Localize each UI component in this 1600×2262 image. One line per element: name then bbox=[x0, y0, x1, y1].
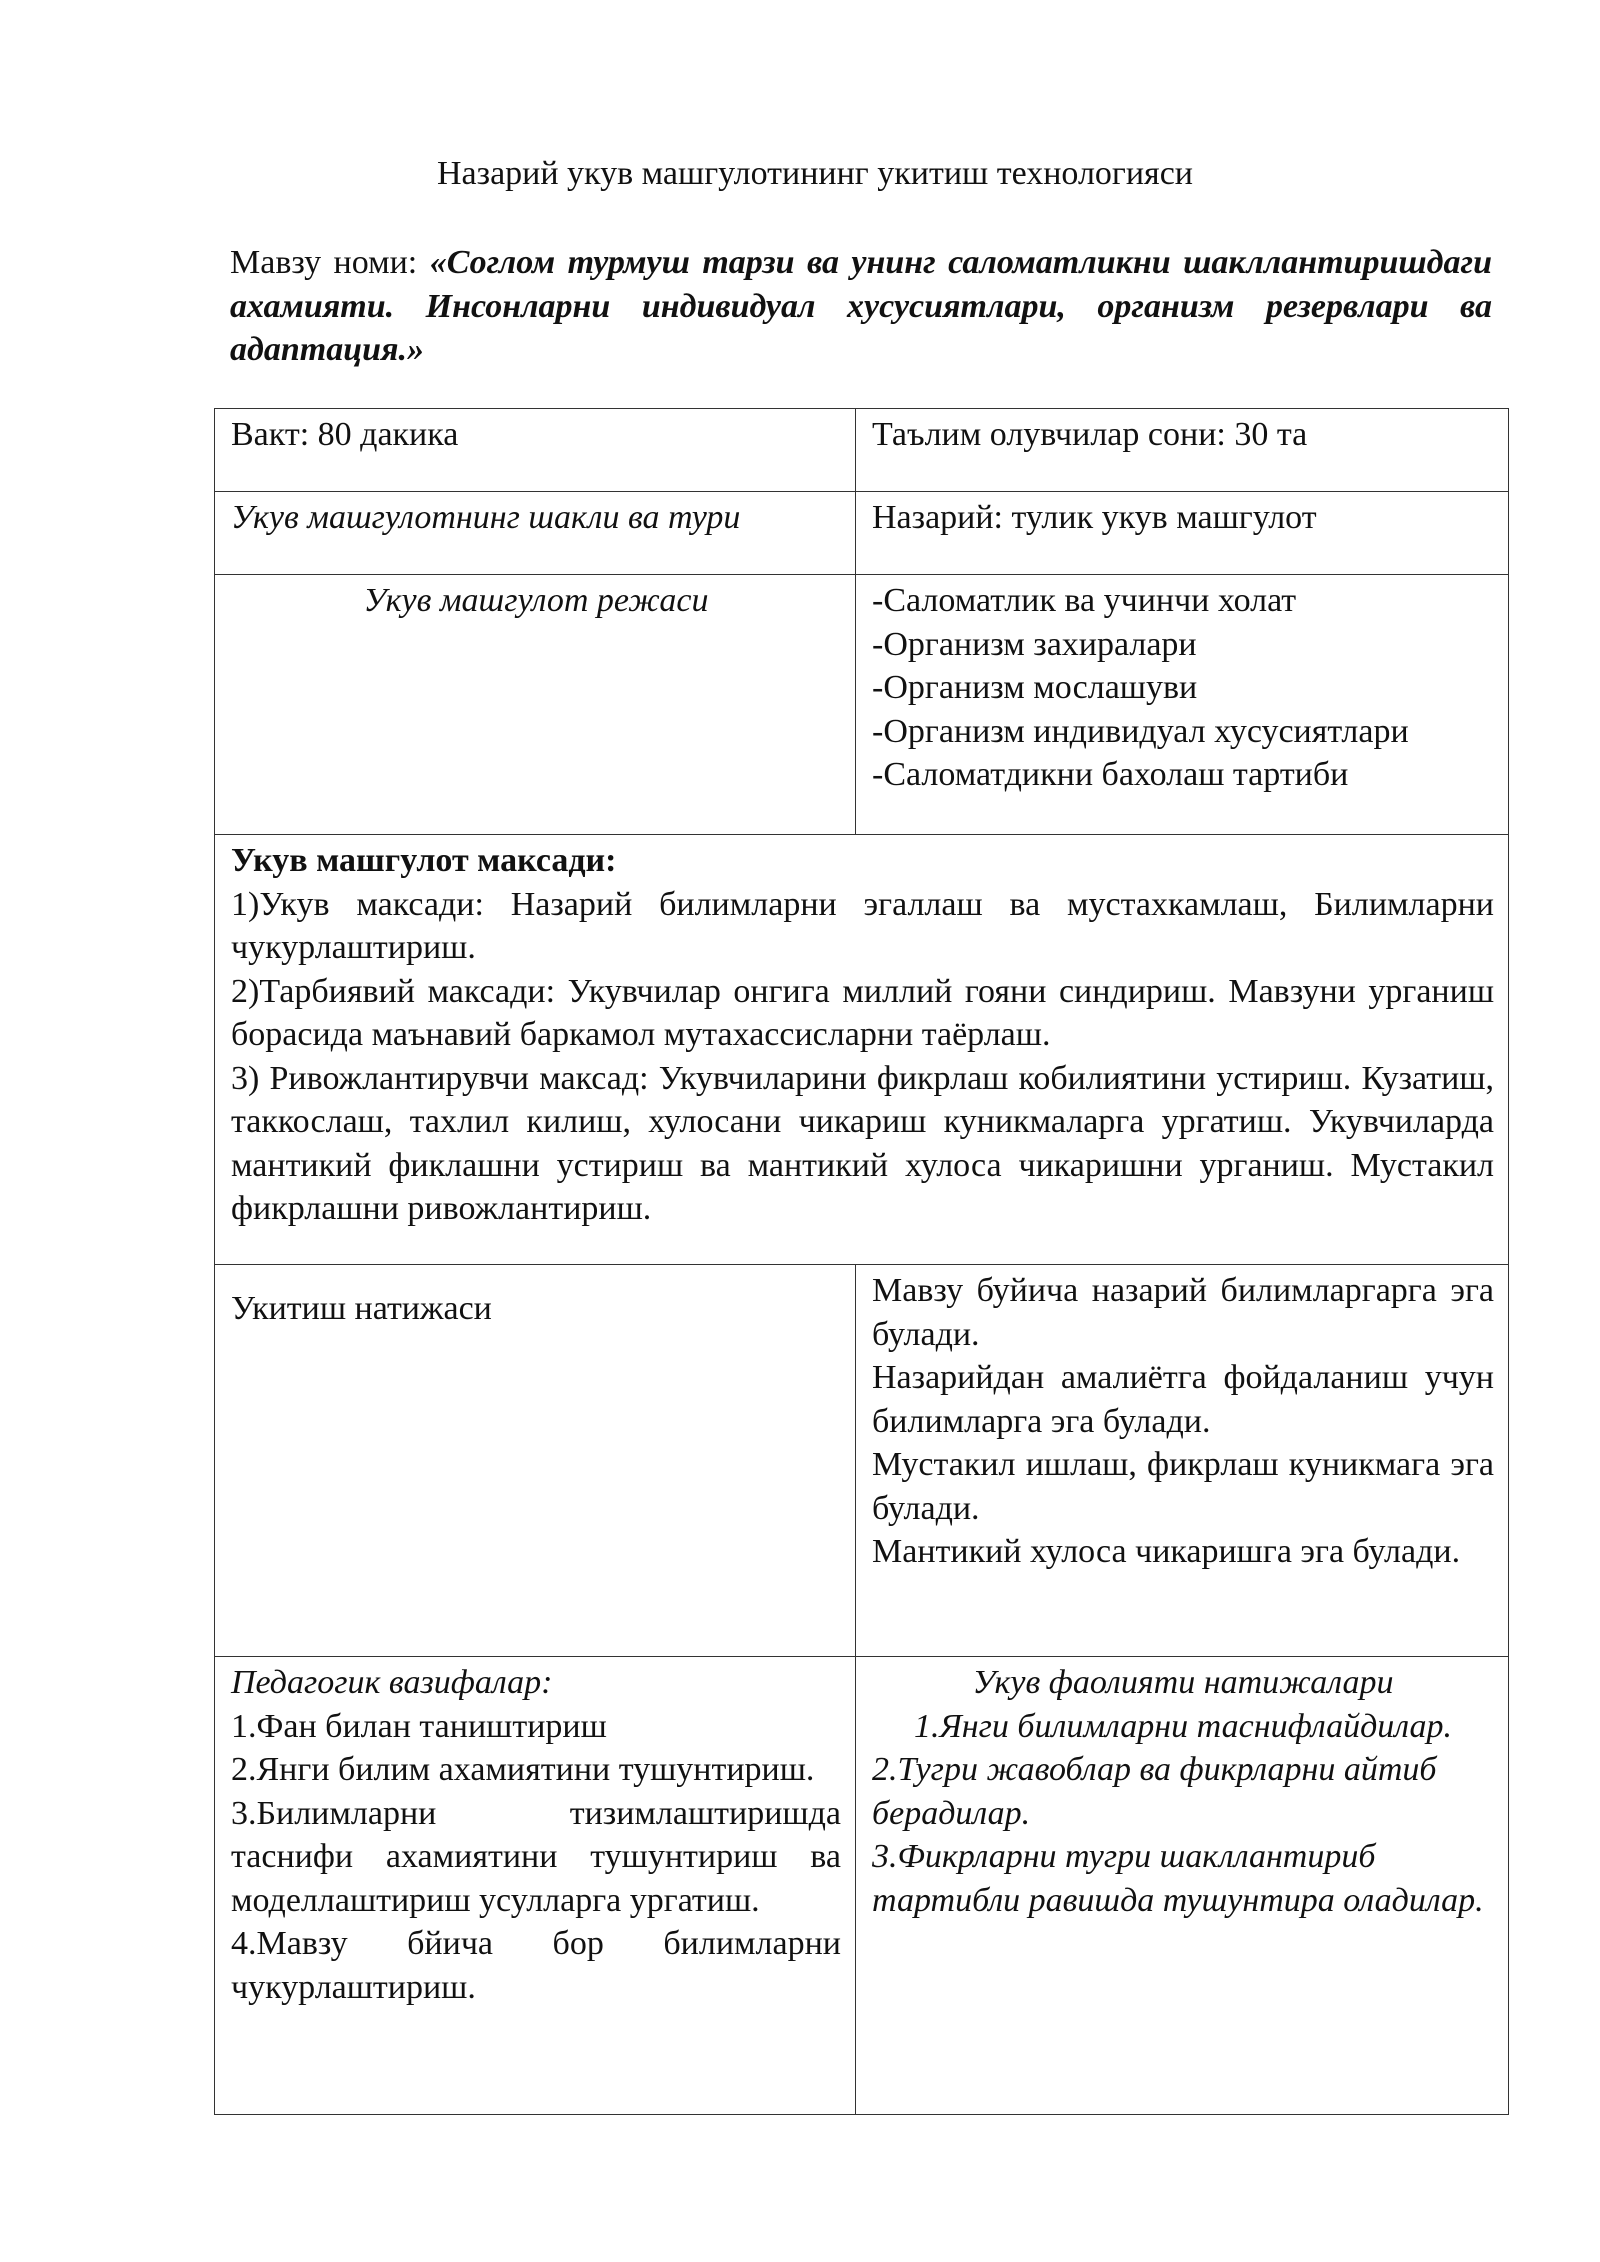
plan-item: -Организм захиралари bbox=[872, 625, 1197, 663]
table-row bbox=[215, 409, 1509, 492]
plan-item: -Организм индивидуал хусусиятлари bbox=[872, 712, 1409, 750]
plan-item: -Организм мослашуви bbox=[872, 669, 1198, 706]
table-row bbox=[215, 492, 1509, 575]
result-item: Мавзу буйича назарий билимларгарга эга булади. bbox=[872, 1272, 1494, 1353]
students-cell: Таълим олувчилар сони: 30 та bbox=[856, 409, 1509, 492]
plan-label-cell: Укув машгулот режаси bbox=[215, 575, 856, 835]
form-label-cell: Укув машгулотнинг шакли ва тури bbox=[215, 492, 856, 575]
tasks-cell bbox=[215, 1657, 856, 2115]
result-item: Назарийдан амалиётга фойдаланиш учун билимларга эга булади. bbox=[872, 1359, 1494, 1440]
activity-item: 3.Фикрларни тугри шакллантириб тартибли равишда тушунтира оладилар. bbox=[872, 1838, 1484, 1919]
table-row bbox=[215, 1657, 1509, 2115]
page-title: Назарий укув машгулотининг укитиш технологияси bbox=[437, 155, 1193, 192]
topic-text: «Соглом турмуш тарзи ва унинг саломатликни шакллантиришдаги ахамияти. Инсонларни индивидуал хусусиятлари, организм резервлари ва адаптация.» bbox=[230, 244, 1493, 368]
goal-item: 3) Ривожлантирувчи максад: Укувчиларини фикрлаш кобилиятини устириш. Кузатиш, таккослаш, тахлил килиш, хулосани чикариш куникмаларга ургатиш. Укувчиларда мантикий фиклашни устириш ва мантикий хулоса чикаришни урганиш. Мустакил фикрлашни ривожлантириш. bbox=[231, 1059, 1494, 1227]
plan-item: -Саломатдикни бахолаш тартиби bbox=[872, 756, 1349, 793]
activity-cell bbox=[856, 1657, 1509, 2115]
results-items-cell bbox=[856, 1265, 1509, 1657]
lesson-plan-table bbox=[214, 408, 1509, 2115]
activity-item: 1.Янги билимларни таснифлайдилар. bbox=[913, 1707, 1453, 1745]
tasks-heading: Педагогик вазифалар: bbox=[231, 1664, 553, 1701]
goals-heading: Укув машгулот максади: bbox=[231, 842, 617, 879]
goals-cell bbox=[215, 835, 1509, 1265]
plan-item: -Саломатлик ва учинчи холат bbox=[872, 582, 1297, 619]
task-item: 3.Билимларни тизимлаштиришда таснифи ахамиятини тушунтириш ва моделлаштириш усулларга ургатиш. bbox=[231, 1794, 841, 1919]
task-item: 2.Янги билим ахамиятини тушунтириш. bbox=[231, 1751, 815, 1788]
topic-paragraph bbox=[230, 241, 1492, 372]
task-item: 4.Мавзу бйича бор билимларни чукурлаштириш. bbox=[231, 1925, 841, 2006]
result-item: Мустакил ишлаш, фикрлаш куникмага эга булади. bbox=[872, 1446, 1494, 1527]
task-item: 1.Фан билан таништириш bbox=[231, 1707, 607, 1745]
result-item: Мантикий хулоса чикаришга эга булади. bbox=[872, 1533, 1461, 1570]
goal-item: 1)Укув максади: Назарий билимларни эгаллаш ва мустахкамлаш, Билимларни чукурлаштириш. bbox=[231, 885, 1494, 966]
table-row bbox=[215, 1265, 1509, 1657]
topic-label: Мавзу номи: bbox=[230, 244, 418, 281]
results-label-cell bbox=[215, 1265, 856, 1657]
results-label: Укитиш натижаси bbox=[231, 1290, 492, 1327]
table-row bbox=[215, 835, 1509, 1265]
form-value-cell: Назарий: тулик укув машгулот bbox=[856, 492, 1509, 575]
goal-item: 2)Тарбиявий максади: Укувчилар онгига миллий гояни синдириш. Мавзуни урганиш борасида маънавий баркамол мутахассисларни таёрлаш. bbox=[231, 972, 1494, 1053]
time-cell: Вакт: 80 дакика bbox=[215, 409, 856, 492]
activity-heading: Укув фаолияти натижалари bbox=[972, 1664, 1394, 1701]
table-row bbox=[215, 575, 1509, 835]
plan-items-cell bbox=[856, 575, 1509, 835]
activity-item: 2.Тугри жавоблар ва фикрларни айтиб берадилар. bbox=[872, 1751, 1437, 1832]
